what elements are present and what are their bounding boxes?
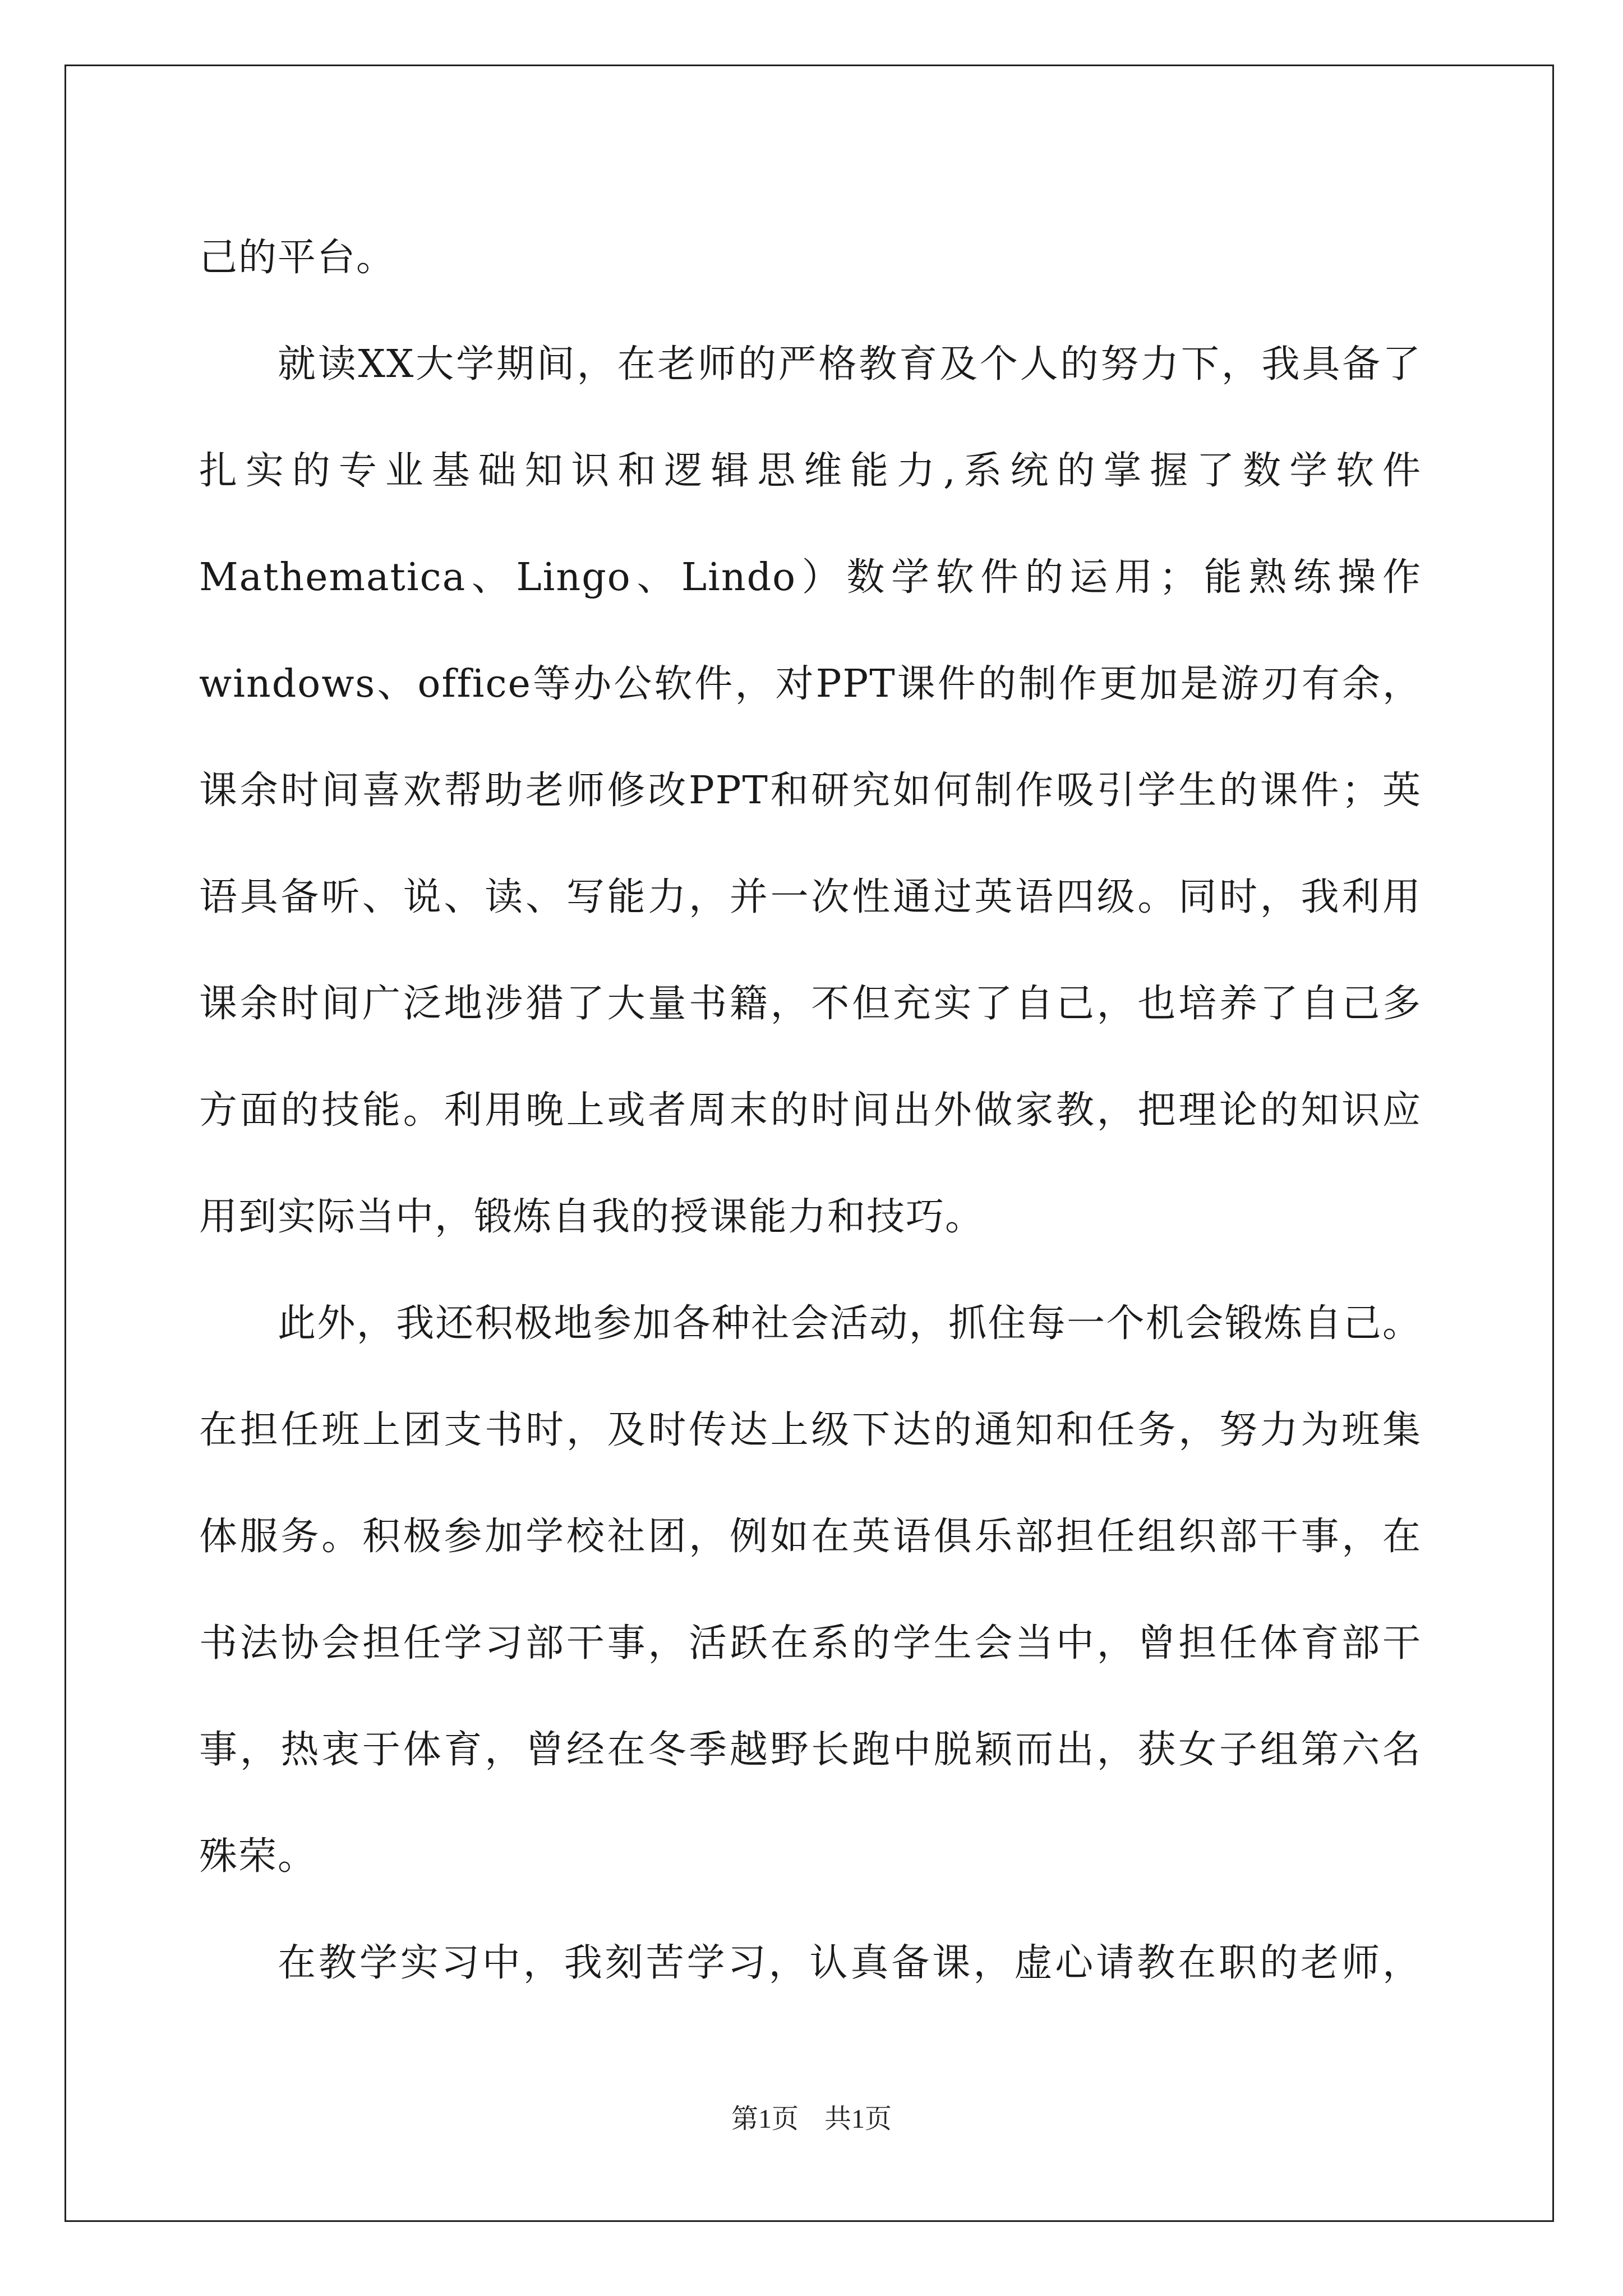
text-line: windows、office等办公软件，对PPT课件的制作更加是游刃有余， <box>199 662 1422 706</box>
text-line: 在担任班上团支书时，及时传达上级下达的通知和任务，努力为班集 <box>199 1408 1422 1452</box>
text-line: 用到实际当中，锻炼自我的授课能力和技巧。 <box>199 1195 985 1239</box>
text-line: 体服务。积极参加学校社团，例如在英语俱乐部担任组织部干事，在 <box>199 1515 1422 1559</box>
text-line: 在教学实习中，我刻苦学习，认真备课，虚心请教在职的老师， <box>278 1941 1422 1985</box>
text-line: Mathematica、Lingo、Lindo）数学软件的运用；能熟练操作 <box>199 555 1422 600</box>
text-line: 方面的技能。利用晚上或者周末的时间出外做家教，把理论的知识应 <box>199 1088 1422 1133</box>
document-body <box>199 205 1422 2017</box>
text-line: 此外，我还积极地参加各种社会活动，抓住每一个机会锻炼自己。 <box>278 1301 1422 1346</box>
text-line: 课余时间喜欢帮助老师修改PPT和研究如何制作吸引学生的课件；英 <box>199 769 1422 813</box>
page-total: 共1页 <box>824 2104 892 2134</box>
text-line: 己的平台。 <box>199 236 396 280</box>
text-line: 就读XX大学期间，在老师的严格教育及个人的努力下，我具备了 <box>278 342 1422 386</box>
text-line: 扎实的专业基础知识和逻辑思维能力,系统的掌握了数学软件 <box>199 449 1422 493</box>
text-line: 语具备听、说、读、写能力，并一次性通过英语四级。同时，我利用 <box>199 875 1422 919</box>
page-footer <box>0 2097 1623 2136</box>
text-line: 事，热衷于体育，曾经在冬季越野长跑中脱颖而出，获女子组第六名 <box>199 1728 1422 1772</box>
text-line: 殊荣。 <box>199 1834 317 1879</box>
text-line: 书法协会担任学习部干事，活跃在系的学生会当中，曾担任体育部干 <box>199 1621 1422 1665</box>
text-line: 课余时间广泛地涉猎了大量书籍，不但充实了自己，也培养了自己多 <box>199 982 1422 1026</box>
page-number: 第1页 <box>731 2104 799 2134</box>
